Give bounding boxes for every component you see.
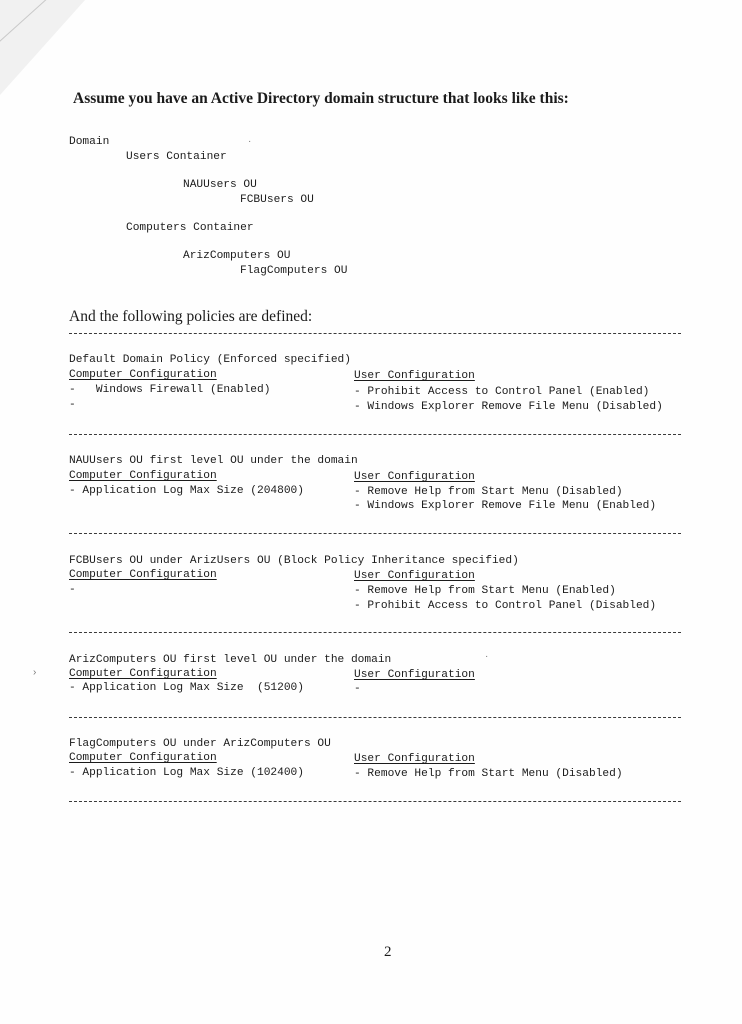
user-config-item: - — [354, 683, 361, 695]
separator — [69, 717, 681, 718]
computer-config-item: - Application Log Max Size (102400) — [69, 767, 304, 779]
user-config-header: User Configuration — [354, 669, 475, 681]
computer-config-item: - — [69, 584, 76, 596]
computer-config-header: Computer Configuration — [69, 470, 217, 482]
user-config-item: - Remove Help from Start Menu (Disabled) — [354, 768, 623, 780]
tree-nauusers-ou: NAUUsers OU — [183, 179, 257, 191]
scan-speck: · — [485, 651, 489, 662]
policy-title: Default Domain Policy (Enforced specified) — [69, 354, 351, 366]
user-config-item: - Prohibit Access to Control Panel (Enabled) — [354, 386, 650, 398]
page-number: 2 — [384, 944, 392, 960]
user-config-item: - Remove Help from Start Menu (Disabled) — [354, 486, 623, 498]
tree-flagcomputers-ou: FlagComputers OU — [240, 265, 348, 277]
tree-arizcomputers-ou: ArizComputers OU — [183, 250, 291, 262]
computer-config-item: - Windows Firewall (Enabled) — [69, 384, 271, 396]
tree-users-container: Users Container — [126, 151, 227, 163]
user-config-item: - Prohibit Access to Control Panel (Disabled) — [354, 600, 657, 612]
computer-config-header: Computer Configuration — [69, 569, 217, 581]
computer-config-header: Computer Configuration — [69, 369, 217, 381]
intro-heading: Assume you have an Active Directory domain structure that looks like this: — [73, 90, 569, 107]
page-fold-corner — [0, 0, 85, 95]
computer-config-item: - Application Log Max Size (204800) — [69, 485, 304, 497]
user-config-header: User Configuration — [354, 471, 475, 483]
policy-title: ArizComputers OU first level OU under the domain — [69, 654, 392, 666]
user-config-header: User Configuration — [354, 570, 475, 582]
policy-title: FCBUsers OU under ArizUsers OU (Block Policy Inheritance specified) — [69, 555, 519, 567]
user-config-header: User Configuration — [354, 753, 475, 765]
separator — [69, 533, 681, 534]
policies-heading: And the following policies are defined: — [69, 308, 313, 325]
computer-config-header: Computer Configuration — [69, 668, 217, 680]
tree-computers-container: Computers Container — [126, 222, 254, 234]
policy-title: NAUUsers OU first level OU under the domain — [69, 455, 358, 467]
computer-config-item: - Application Log Max Size (51200) — [69, 682, 304, 694]
user-config-item: - Windows Explorer Remove File Menu (Disabled) — [354, 401, 663, 413]
computer-config-item: - — [69, 399, 76, 411]
separator — [69, 632, 681, 633]
computer-config-header: Computer Configuration — [69, 752, 217, 764]
user-config-item: - Remove Help from Start Menu (Enabled) — [354, 585, 616, 597]
tree-domain: Domain — [69, 136, 110, 148]
scan-speck: · — [248, 136, 252, 147]
tree-fcbusers-ou: FCBUsers OU — [240, 194, 314, 206]
separator — [69, 434, 681, 435]
separator — [69, 333, 681, 334]
policy-title: FlagComputers OU under ArizComputers OU — [69, 738, 331, 750]
user-config-item: - Windows Explorer Remove File Menu (Enabled) — [354, 500, 657, 512]
separator — [69, 801, 681, 802]
scan-speck: › — [33, 667, 37, 678]
user-config-header: User Configuration — [354, 370, 475, 382]
